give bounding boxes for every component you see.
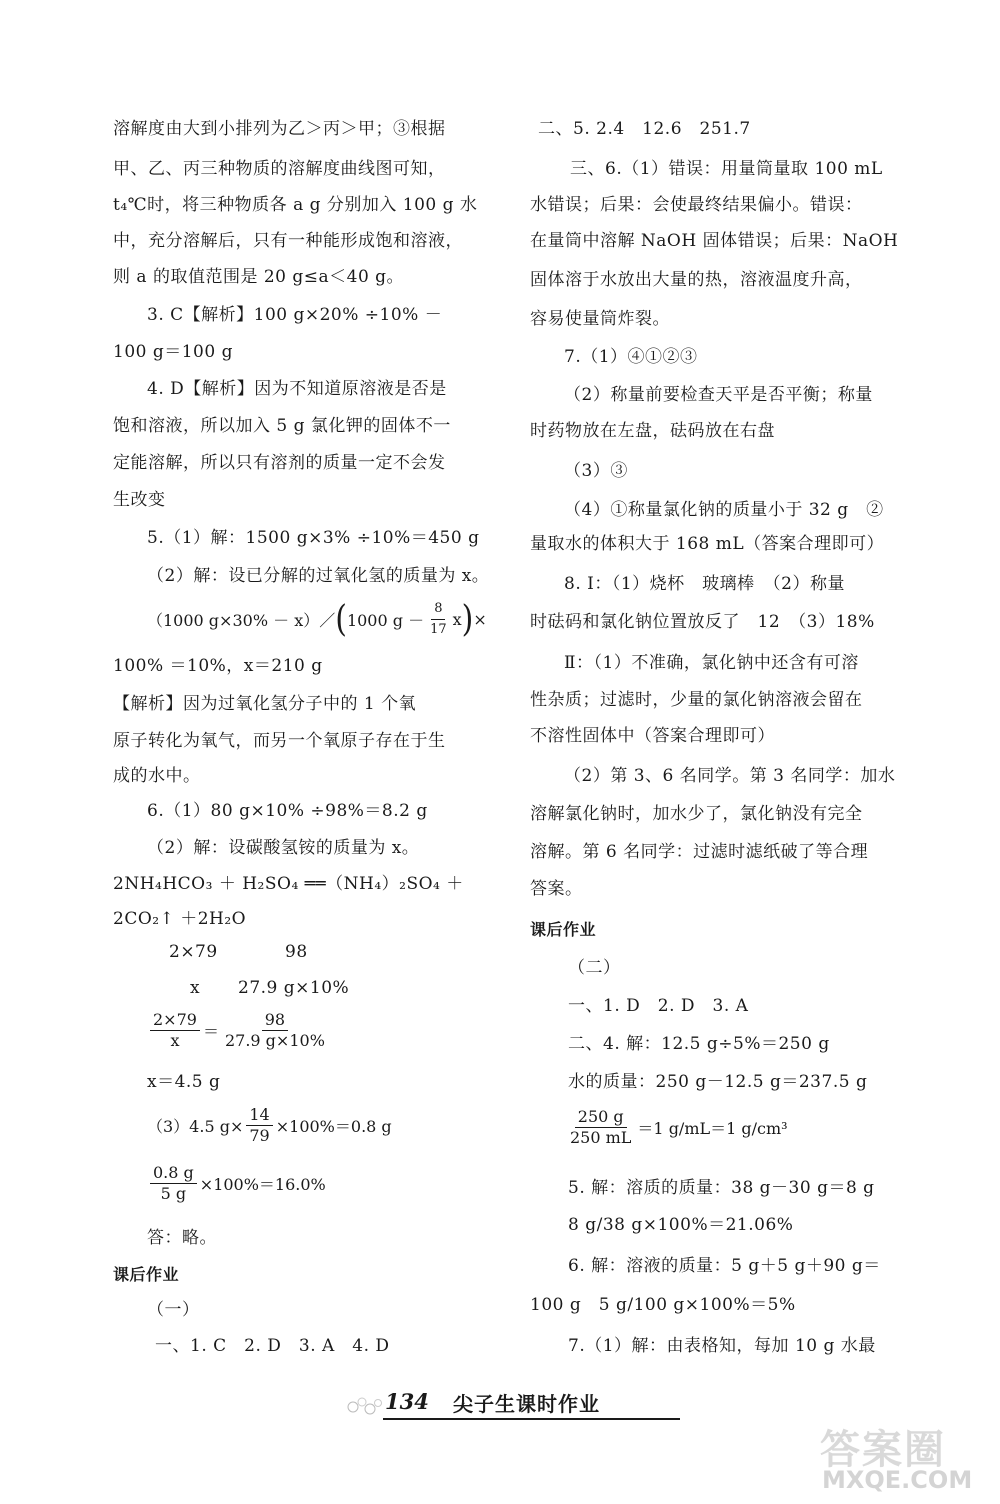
equals-sign: ＝ [202, 1022, 219, 1041]
paren-open: ( [335, 597, 347, 640]
fraction [150, 1011, 200, 1050]
text-line: 时药物放在左盘，砝码放在右盘 [530, 421, 775, 441]
fraction [222, 1011, 328, 1050]
fraction-denominator: 27.9 g×10% [224, 1031, 325, 1050]
equation-density [564, 1108, 788, 1147]
equation-part: ×100%＝0.8 g [275, 1117, 392, 1136]
text-line: 6.（1）80 g×10% ÷98%＝8.2 g [147, 801, 428, 821]
book-title: 尖子生课时作业 [453, 1392, 600, 1416]
text-line: （二） [568, 958, 621, 978]
equation-part: ×100%＝16.0% [199, 1175, 326, 1194]
text-line: 2NH₄HCO₃ ＋ H₂SO₄ ══（NH₄）₂SO₄ ＋ [113, 874, 464, 894]
fraction [567, 1108, 634, 1147]
fraction-numerator: 0.8 g [150, 1164, 197, 1184]
text-line: 成的水中。 [113, 766, 201, 786]
fraction-denominator: 250 mL [570, 1128, 632, 1147]
fraction-numerator: 8 [431, 600, 445, 620]
text-line: 2CO₂↑ ＋2H₂O [113, 909, 247, 929]
watermark-text: 答案圈 [820, 1427, 946, 1473]
text-line: 二、5. 2.4 12.6 251.7 [538, 119, 751, 139]
text-line: 量取水的体积大于 168 mL（答案合理即可） [530, 534, 885, 554]
fraction-numerator: 14 [246, 1106, 272, 1126]
fraction [246, 1106, 272, 1145]
text-line: （一） [147, 1300, 200, 1320]
text-line: 27.9 g×10% [238, 978, 350, 998]
text-line: 98 [285, 942, 308, 962]
text-line: 2×79 [169, 942, 218, 962]
text-line: 溶解氯化钠时，加水少了，氯化钠没有完全 [530, 804, 863, 824]
text-line: 8 g/38 g×100%＝21.06% [568, 1215, 794, 1235]
paren-close: ) [461, 597, 474, 640]
equation-ratio [147, 1011, 331, 1050]
text-line: 水的质量：250 g－12.5 g＝237.5 g [568, 1072, 868, 1092]
equation-part: （3）4.5 g× [147, 1117, 244, 1136]
page-footer [345, 1385, 680, 1425]
text-line: 答案。 [530, 879, 583, 899]
text-line: 7.（1）④①②③ [564, 347, 698, 367]
text-line: 溶解度由大到小排列为乙＞丙＞甲；③根据 [113, 119, 446, 139]
text-line: （2）解：设碳酸氢铵的质量为 x。 [147, 838, 420, 858]
text-line: 溶解。第 6 名同学：过滤时滤纸破了等合理 [530, 842, 869, 862]
equation-part: （1000 g×30% － x）／ [147, 611, 336, 630]
text-line: x [190, 978, 201, 998]
page-number: 134 [385, 1389, 429, 1414]
equation-part: × [473, 610, 487, 629]
text-line: （3）③ [564, 461, 628, 481]
text-line: 三、6.（1）错误：用量筒量取 100 mL [570, 159, 883, 179]
fraction-denominator: 79 [249, 1126, 270, 1145]
equation-part: 1000 g － [346, 611, 425, 630]
text-line: （2）称量前要检查天平是否平衡；称量 [564, 385, 873, 405]
watermark-url: MXQE.COM [822, 1466, 973, 1494]
equation-3 [147, 1106, 392, 1145]
equation-part: ＝1 g/mL＝1 g/cm³ [637, 1119, 788, 1138]
text-line: 3. C【解析】100 g×20% ÷10% － [147, 305, 443, 325]
text-line: 6. 解：溶液的质量：5 g＋5 g＋90 g＝ [568, 1256, 881, 1276]
text-line: （2）第 3、6 名同学。第 3 名同学：加水 [564, 766, 896, 786]
text-line: Ⅱ：（1）不准确，氯化钠中还含有可溶 [564, 653, 859, 673]
text-line: 中，充分溶解后，只有一种能形成饱和溶液， [113, 231, 463, 251]
text-line: 一、1. D 2. D 3. A [568, 996, 749, 1016]
text-line: 定能溶解，所以只有溶剂的质量一定不会发 [113, 453, 446, 473]
fraction-numerator: 98 [262, 1011, 288, 1031]
text-line: 性杂质；过滤时，少量的氯化钠溶液会留在 [530, 690, 863, 710]
section-heading: 课后作业 [113, 1265, 180, 1284]
text-line: t₄℃时，将三种物质各 a g 分别加入 100 g 水 [113, 195, 478, 215]
text-line: 一、1. C 2. D 3. A 4. D [155, 1336, 390, 1356]
text-line: 甲、乙、丙三种物质的溶解度曲线图可知， [113, 159, 446, 179]
text-line: 5. 解：溶质的质量：38 g－30 g＝8 g [568, 1178, 875, 1198]
text-line: 固体溶于水放出大量的热，溶液温度升高， [530, 270, 863, 290]
text-line: （4）①称量氯化钠的质量小于 32 g ② [564, 500, 884, 520]
text-line: 时砝码和氯化钠位置放反了 12 （3）18% [530, 612, 875, 632]
equation-part: x [452, 610, 462, 629]
text-line: 不溶性固体中（答案合理即可） [530, 726, 775, 746]
text-line: 100 g＝100 g [113, 342, 233, 362]
fraction-denominator: 17 [430, 622, 447, 637]
fraction [427, 600, 450, 639]
section-heading: 课后作业 [530, 920, 597, 939]
text-line: 生改变 [113, 490, 166, 510]
fraction [150, 1164, 197, 1203]
decorative-circles-icon [345, 1393, 385, 1419]
text-line: 100 g 5 g/100 g×100%＝5% [530, 1295, 796, 1315]
text-line: （2）解：设已分解的过氧化氢的质量为 x。 [147, 566, 490, 586]
text-line: 7.（1）解：由表格知，每加 10 g 水最 [568, 1336, 876, 1356]
text-line: 饱和溶液，所以加入 5 g 氯化钾的固体不一 [113, 416, 451, 436]
fraction-numerator: 2×79 [150, 1011, 200, 1031]
text-line: 5.（1）解：1500 g×3% ÷10%＝450 g [147, 528, 480, 548]
text-line: 水错误；后果：会使最终结果偏小。错误： [530, 195, 863, 215]
watermark-logo [820, 1418, 973, 1498]
fraction-denominator: x [170, 1031, 180, 1050]
text-line: 【解析】因为过氧化氢分子中的 1 个氧 [113, 694, 417, 714]
footer-rule [383, 1418, 680, 1420]
text-line: 100% ＝10%，x＝210 g [113, 656, 323, 676]
text-line: 则 a 的取值范围是 20 g≤a＜40 g。 [113, 267, 405, 287]
text-line: 容易使量筒炸裂。 [530, 309, 670, 329]
text-line: 答：略。 [147, 1228, 217, 1248]
text-line: 在量筒中溶解 NaOH 固体错误；后果：NaOH [530, 231, 899, 251]
text-line: 二、4. 解：12.5 g÷5%＝250 g [568, 1034, 830, 1054]
text-line: 原子转化为氧气，而另一个氧原子存在于生 [113, 731, 446, 751]
equation-1 [147, 597, 487, 640]
text-line: x＝4.5 g [147, 1072, 221, 1092]
text-line: 4. D【解析】因为不知道原溶液是否是 [147, 379, 447, 399]
fraction-denominator: 5 g [160, 1184, 187, 1203]
fraction-numerator: 250 g [575, 1108, 627, 1128]
equation-4 [147, 1164, 326, 1203]
text-line: 8. Ⅰ：（1）烧杯 玻璃棒 （2）称量 [564, 574, 845, 594]
